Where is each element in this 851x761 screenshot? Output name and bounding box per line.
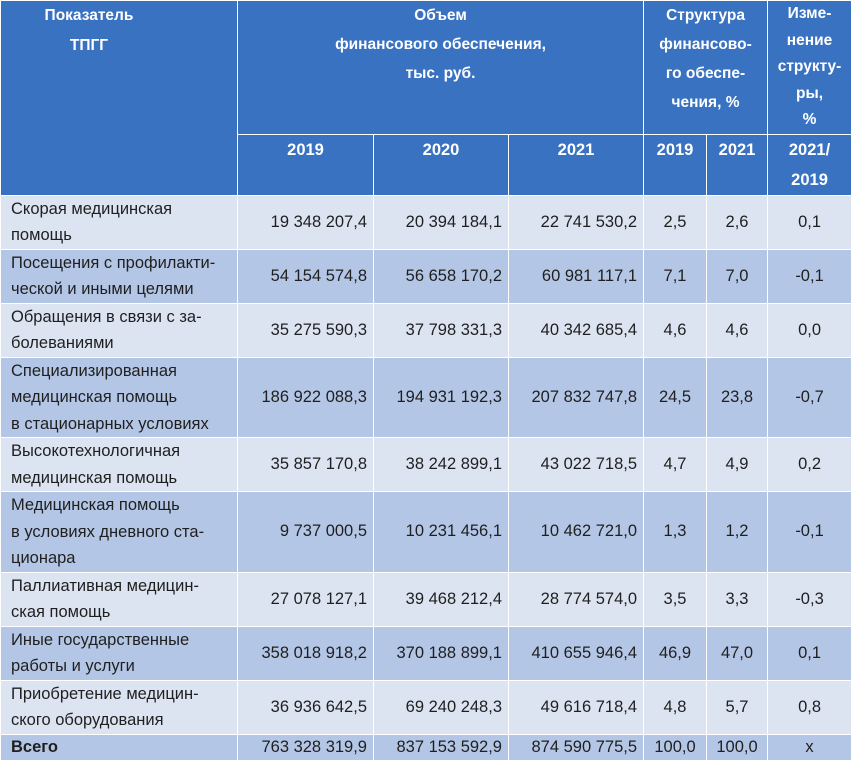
row-name-line: Иные государственные bbox=[11, 627, 237, 654]
row-name-line: медицинская помощь bbox=[11, 465, 237, 492]
header-structure-line: го обеспе- bbox=[644, 59, 767, 88]
cell-2021: 28 774 574,0 bbox=[509, 572, 644, 626]
cell-2020: 194 931 192,3 bbox=[374, 357, 509, 438]
header-structure-line: чения, % bbox=[644, 88, 767, 117]
cell-structure-2021: 4,6 bbox=[707, 303, 768, 357]
total-2020: 837 153 592,9 bbox=[374, 734, 509, 760]
header-change-line: Изме- bbox=[768, 1, 851, 28]
row-name-line: ционара bbox=[11, 545, 237, 572]
header-indicator-line: Показатель bbox=[1, 1, 177, 31]
row-name bbox=[1, 492, 238, 573]
cell-2021: 10 462 721,0 bbox=[509, 492, 644, 573]
total-structure-2019: 100,0 bbox=[644, 734, 707, 760]
header-year-2020: 2020 bbox=[374, 134, 509, 195]
header-change-line: ры, bbox=[768, 81, 851, 108]
cell-2020: 37 798 331,3 bbox=[374, 303, 509, 357]
header-year-2021: 2021 bbox=[509, 134, 644, 195]
table-row bbox=[1, 195, 851, 249]
cell-structure-2019: 24,5 bbox=[644, 357, 707, 438]
header-structure-year-2019: 2019 bbox=[644, 134, 707, 195]
cell-change: 0,1 bbox=[768, 626, 851, 680]
cell-structure-2019: 2,5 bbox=[644, 195, 707, 249]
header-volume-line: тыс. руб. bbox=[238, 59, 643, 88]
cell-change: -0,7 bbox=[768, 357, 851, 438]
table-row bbox=[1, 357, 851, 438]
cell-2019: 186 922 088,3 bbox=[238, 357, 374, 438]
cell-2019: 27 078 127,1 bbox=[238, 572, 374, 626]
row-name-line: ская помощь bbox=[11, 599, 237, 626]
table-row bbox=[1, 249, 851, 303]
total-2019: 763 328 319,9 bbox=[238, 734, 374, 760]
header-volume bbox=[238, 1, 644, 135]
row-name bbox=[1, 195, 238, 249]
header-structure bbox=[644, 1, 768, 135]
table-header bbox=[1, 1, 851, 196]
cell-2021: 40 342 685,4 bbox=[509, 303, 644, 357]
header-change-line: структу- bbox=[768, 54, 851, 81]
header-indicator bbox=[1, 1, 238, 196]
cell-2019: 35 275 590,3 bbox=[238, 303, 374, 357]
cell-structure-2021: 47,0 bbox=[707, 626, 768, 680]
total-row bbox=[1, 734, 851, 760]
header-volume-line: Объем bbox=[238, 1, 643, 30]
header-indicator-line: ТПГГ bbox=[1, 31, 177, 61]
row-name bbox=[1, 438, 238, 492]
cell-2020: 38 242 899,1 bbox=[374, 438, 509, 492]
row-name-line: в стационарных условиях bbox=[11, 411, 237, 438]
row-name-line: Приобретение медицин- bbox=[11, 681, 237, 708]
row-name-line: Обращения в связи с за- bbox=[11, 304, 237, 331]
row-name-line: помощь bbox=[11, 222, 237, 249]
table-row bbox=[1, 492, 851, 573]
cell-change: -0,3 bbox=[768, 572, 851, 626]
row-name-line: Посещения с профилакти- bbox=[11, 250, 237, 277]
total-change: x bbox=[768, 734, 851, 760]
cell-2020: 69 240 248,3 bbox=[374, 680, 509, 734]
cell-2020: 56 658 170,2 bbox=[374, 249, 509, 303]
header-change-line: % bbox=[768, 107, 851, 134]
cell-structure-2021: 1,2 bbox=[707, 492, 768, 573]
cell-structure-2021: 23,8 bbox=[707, 357, 768, 438]
table-row bbox=[1, 626, 851, 680]
cell-2019: 54 154 574,8 bbox=[238, 249, 374, 303]
row-name-line: в условиях дневного ста- bbox=[11, 519, 237, 546]
table-row bbox=[1, 438, 851, 492]
header-change-period bbox=[768, 134, 851, 195]
cell-2019: 36 936 642,5 bbox=[238, 680, 374, 734]
cell-structure-2019: 7,1 bbox=[644, 249, 707, 303]
total-structure-2021: 100,0 bbox=[707, 734, 768, 760]
cell-2021: 207 832 747,8 bbox=[509, 357, 644, 438]
cell-change: -0,1 bbox=[768, 492, 851, 573]
header-change bbox=[768, 1, 851, 135]
table-row bbox=[1, 572, 851, 626]
cell-structure-2019: 3,5 bbox=[644, 572, 707, 626]
cell-2019: 35 857 170,8 bbox=[238, 438, 374, 492]
cell-2019: 9 737 000,5 bbox=[238, 492, 374, 573]
cell-2021: 60 981 117,1 bbox=[509, 249, 644, 303]
row-name-line: работы и услуги bbox=[11, 653, 237, 680]
cell-2020: 39 468 212,4 bbox=[374, 572, 509, 626]
cell-structure-2019: 4,7 bbox=[644, 438, 707, 492]
total-2021: 874 590 775,5 bbox=[509, 734, 644, 760]
cell-2021: 410 655 946,4 bbox=[509, 626, 644, 680]
row-name bbox=[1, 249, 238, 303]
cell-change: 0,0 bbox=[768, 303, 851, 357]
row-name bbox=[1, 626, 238, 680]
row-name-line: Медицинская помощь bbox=[11, 492, 237, 519]
cell-change: 0,1 bbox=[768, 195, 851, 249]
header-change-period-line: 2019 bbox=[768, 165, 851, 195]
cell-structure-2021: 3,3 bbox=[707, 572, 768, 626]
row-name-line: Высокотехнологичная bbox=[11, 438, 237, 465]
cell-structure-2019: 1,3 bbox=[644, 492, 707, 573]
total-label: Всего bbox=[1, 734, 238, 760]
cell-2021: 43 022 718,5 bbox=[509, 438, 644, 492]
cell-2019: 358 018 918,2 bbox=[238, 626, 374, 680]
cell-structure-2019: 46,9 bbox=[644, 626, 707, 680]
row-name-line: Специализированная bbox=[11, 358, 237, 385]
row-name-line: медицинская помощь bbox=[11, 384, 237, 411]
table-row bbox=[1, 680, 851, 734]
header-year-2019: 2019 bbox=[238, 134, 374, 195]
cell-change: 0,8 bbox=[768, 680, 851, 734]
table-body bbox=[1, 195, 851, 760]
header-structure-year-2021: 2021 bbox=[707, 134, 768, 195]
row-name bbox=[1, 572, 238, 626]
cell-2020: 20 394 184,1 bbox=[374, 195, 509, 249]
cell-change: -0,1 bbox=[768, 249, 851, 303]
cell-change: 0,2 bbox=[768, 438, 851, 492]
row-name bbox=[1, 303, 238, 357]
cell-2021: 22 741 530,2 bbox=[509, 195, 644, 249]
cell-structure-2019: 4,6 bbox=[644, 303, 707, 357]
cell-2020: 370 188 899,1 bbox=[374, 626, 509, 680]
row-name-line: ческой и иными целями bbox=[11, 276, 237, 303]
row-name bbox=[1, 357, 238, 438]
row-name-line: Скорая медицинская bbox=[11, 196, 237, 223]
header-change-line: нение bbox=[768, 28, 851, 55]
row-name-line: ского оборудования bbox=[11, 707, 237, 734]
cell-structure-2021: 2,6 bbox=[707, 195, 768, 249]
cell-structure-2021: 4,9 bbox=[707, 438, 768, 492]
cell-2019: 19 348 207,4 bbox=[238, 195, 374, 249]
table-row bbox=[1, 303, 851, 357]
cell-structure-2021: 7,0 bbox=[707, 249, 768, 303]
row-name-line: болеваниями bbox=[11, 330, 237, 357]
header-volume-line: финансового обеспечения, bbox=[238, 30, 643, 59]
cell-2020: 10 231 456,1 bbox=[374, 492, 509, 573]
cell-structure-2019: 4,8 bbox=[644, 680, 707, 734]
cell-2021: 49 616 718,4 bbox=[509, 680, 644, 734]
cell-structure-2021: 5,7 bbox=[707, 680, 768, 734]
row-name bbox=[1, 680, 238, 734]
header-structure-line: Структура bbox=[644, 1, 767, 30]
header-structure-line: финансово- bbox=[644, 30, 767, 59]
row-name-line: Паллиативная медицин- bbox=[11, 573, 237, 600]
header-change-period-line: 2021/ bbox=[768, 135, 851, 165]
